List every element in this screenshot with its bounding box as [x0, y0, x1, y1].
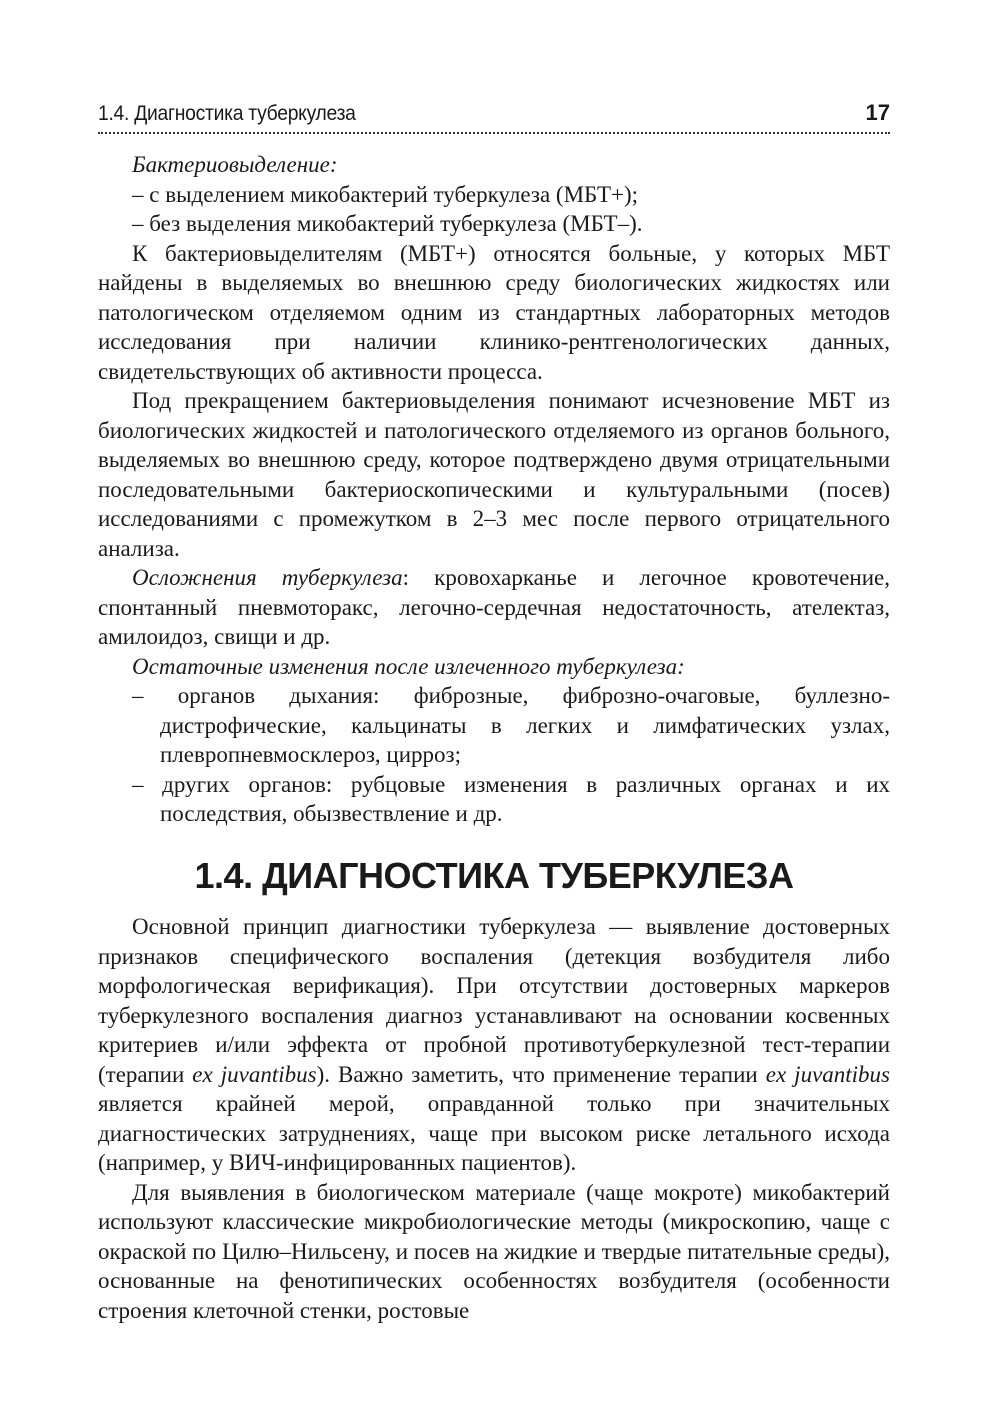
bacterial-item-negative: – без выделения микобактерий туберкулеза (МБТ–).	[132, 211, 643, 236]
complications-text: : кровохарканье и легочное кровотечение, спонтанный пневмоторакс, легочно-сердечная недостаточность, ателектаз, амилоидоз, свищи и др.	[98, 565, 890, 649]
paragraph-carriers: К бактериовыделителям (МБТ+) относятся больные, у которых МБТ найдены в выделяемых во внешнюю среду биологических жидкостях или патологическом отделяемом одним из стандартных лабораторных методов исследования при наличии клинико-рентгенологических данных, свидетельствующих об активности процесса.	[98, 240, 890, 384]
section-title: 1.4. ДИАГНОСТИКА ТУБЕРКУЛЕЗА	[194, 854, 794, 896]
principle-part-1: Основной принцип диагностики туберкулеза — выявление достоверных признаков специфического воспаления (детекция возбудителя либо морфологическая верификация). При отсутствии достоверных маркеров туберкулезного воспаления диагноз устанавливают на основании косвенных критериев и/или эффекта от пробной противотуберкулезной тест-терапии (терапии	[98, 914, 890, 1087]
page-body	[98, 150, 890, 1325]
running-header	[98, 92, 890, 134]
complications-label: Осложнения туберкулеза	[132, 565, 403, 590]
bacterial-heading: Бактериовыделение:	[132, 152, 338, 177]
residual-heading: Остаточные изменения после излеченного туберкулеза:	[132, 653, 685, 679]
residual-item-respiratory: – органов дыхания: фиброзные, фиброзно-очаговые, буллезно-дистрофические, кальцинаты в легких и лимфатических узлах, плевропневмосклероз, цирроз;	[132, 683, 890, 767]
bacterial-item-positive: – с выделением микобактерий туберкулеза (МБТ+);	[132, 181, 639, 207]
principle-latin-2: ex juvantibus	[765, 1061, 891, 1087]
principle-latin-1: ex juvantibus	[192, 1061, 317, 1087]
paragraph-principle	[98, 912, 890, 1178]
page-number: 17	[865, 100, 890, 125]
residual-item-other: – других органов: рубцовые изменения в различных органах и их последствия, обызвествление и др.	[132, 771, 890, 826]
principle-part-3: является крайней мерой, оправданной только при значительных диагностических затруднениях, чаще при высоком риске летального исхода (например, у ВИЧ-инфицированных пациентов).	[98, 1091, 890, 1175]
paragraph-complications	[98, 563, 890, 652]
principle-part-2: ). Важно заметить, что применение терапии	[316, 1061, 766, 1087]
running-title: 1.4. Диагностика туберкулеза	[98, 102, 356, 125]
paragraph-detection: Для выявления в биологическом материале (чаще мокроте) микобактерий используют классические микробиологические методы (микроскопию, чаще с окраской по Цилю–Нильсену, и посев на жидкие и твердые питательные среды), основанные на фенотипических особенностях возбудителя (особенности строения клеточной стенки, ростовые	[98, 1179, 890, 1323]
book-page	[98, 92, 890, 1325]
paragraph-cessation: Под прекращением бактериовыделения понимают исчезновение МБТ из биологических жидкостей и патологического отделяемого из органов больного, выделяемых во внешнюю среду, которое подтверждено двумя отрицательными последовательными бактериоскопическими и культуральными (посев) исследованиями с промежутком в 2–3 мес после первого отрицательного анализа.	[98, 388, 890, 561]
